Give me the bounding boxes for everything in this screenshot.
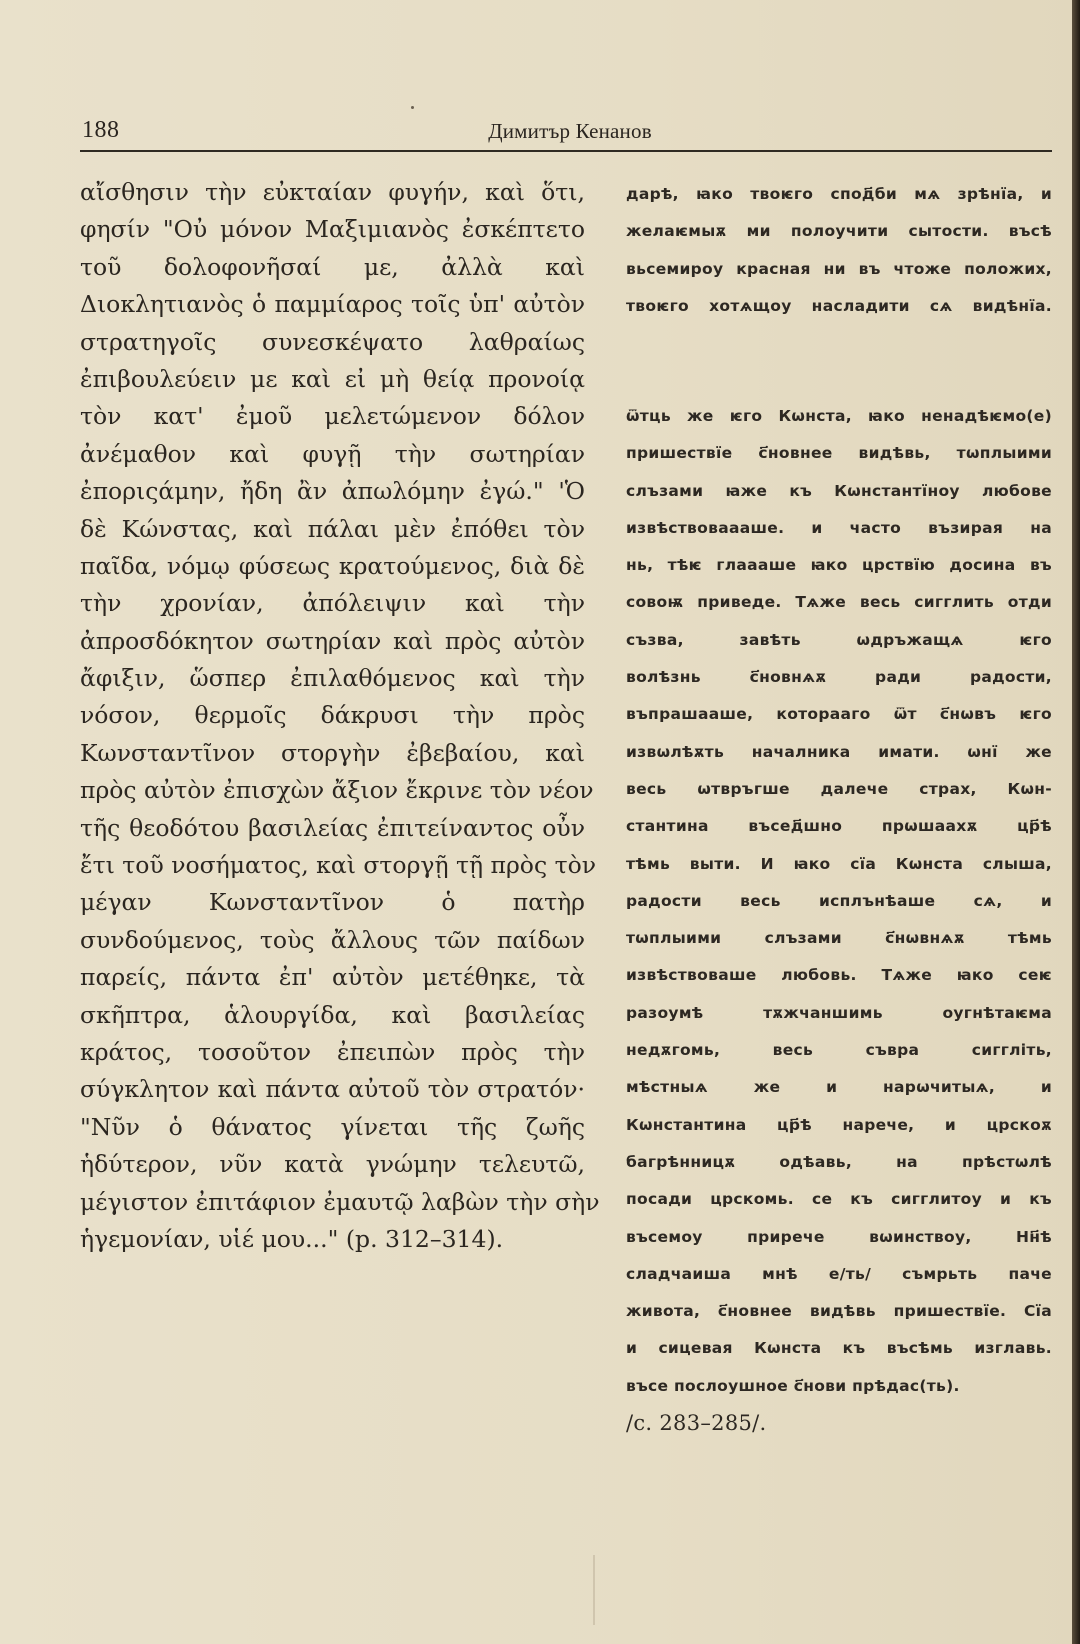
slavonic-line: вьсемироу красная ни въ чтоже положих, bbox=[626, 259, 1052, 278]
greek-line: ἄφιξιν, ὥσπερ ἐπιλαθόμενος καὶ τὴν bbox=[80, 664, 585, 693]
slavonic-line: ѿтць же ѥго Кѡнста, ꙗко ненадѣѥмо(е) bbox=[626, 407, 1052, 425]
slavonic-line: тѡплыими слъзами с҃нѡвнѧѫ тѣмь bbox=[626, 929, 1052, 948]
slavonic-line: извѣствоваааше. и часто възирая на bbox=[626, 518, 1052, 537]
greek-line: τὸν κατ' ἐμοῦ μελετώμενον δόλον bbox=[80, 402, 585, 431]
greek-line: παρείς, πάντα ἐπ' αὐτὸν μετέθηκε, τὰ bbox=[80, 963, 585, 992]
greek-line: ἐπιβουλεύειν με καὶ εἰ μὴ θείᾳ προνοίᾳ bbox=[80, 364, 585, 393]
header-rule bbox=[80, 150, 1052, 152]
slavonic-line: сладчаиша мнѣ е/ть/ съмрьть паче bbox=[626, 1264, 1052, 1283]
slavonic-line: стантина въсед҃шно прѡшаахѫ цр҃ѣ bbox=[626, 817, 1052, 836]
page-number: 188 bbox=[82, 117, 120, 143]
greek-line: στρατηγοῖς συνεσκέψατο λαθραίως bbox=[80, 327, 585, 356]
slavonic-line: пришествїе с҃новнее видѣвь, тѡплыими bbox=[626, 444, 1052, 463]
greek-line: τῆς θεοδότου βασιλείας ἐπιτείναντος οὖν bbox=[80, 813, 585, 842]
slavonic-line: волѣзнь с҃новнѧѫ ради радости, bbox=[626, 668, 1052, 687]
greek-line: μέγιστον ἐπιτάφιον ἐμαυτῷ λαβὼν τὴν σὴν bbox=[80, 1187, 600, 1216]
running-head: Димитър Кенанов bbox=[488, 119, 652, 143]
slavonic-line: багрѣнницѫ одѣавь, на прѣстѡлѣ bbox=[626, 1152, 1052, 1171]
greek-line: τὴν χρονίαν, ἀπόλειψιν καὶ τὴν bbox=[80, 589, 585, 618]
slavonic-line: въсемоу приречe вѡинствоу, Нн҃ѣ bbox=[626, 1227, 1052, 1246]
greek-line: "Νῦν ὁ θάνατος γίνεται τῆς ζωῆς bbox=[80, 1112, 585, 1141]
greek-line: παῖδα, νόμῳ φύσεως κρατούμενος, διὰ δὲ bbox=[80, 551, 585, 580]
slavonic-line: извѣствоваше любовь. Тѧже ꙗко сеѥ bbox=[626, 966, 1052, 985]
paper-mark bbox=[593, 1555, 595, 1625]
slavonic-line: въпрашааше, которааго ѿт с҃нѡвъ ѥго bbox=[626, 705, 1052, 724]
greek-line: ἀνέμαθον καὶ φυγῇ τὴν σωτηρίαν bbox=[80, 439, 585, 468]
slavonic-line: желаѥмыѫ ми полоучити сытости. въсѣ bbox=[626, 222, 1052, 241]
slavonic-line: дарѣ, ꙗко твоѥго спод҃би мѧ зрѣнїа, и bbox=[626, 185, 1052, 203]
slavonic-line: весь ѡтвръгше далече страх, Кѡн- bbox=[626, 779, 1052, 798]
greek-line: τοῦ δολοφονῆσαί με, ἀλλὰ καὶ bbox=[80, 252, 585, 281]
slavonic-line: мѣстныѧ же и нарѡчитыѧ, и bbox=[626, 1078, 1052, 1097]
slavonic-column-top bbox=[626, 176, 1052, 325]
slavonic-line: совоѭ приведе. Тѧже весь сигглить отди bbox=[626, 593, 1052, 612]
greek-line: ἡδύτερον, νῦν κατὰ γνώμην τελευτῶ, bbox=[80, 1150, 585, 1179]
greek-column bbox=[80, 174, 600, 1258]
slavonic-line: твоѥго хотѧщоу насладити сѧ видѣнїа. bbox=[626, 296, 1052, 315]
print-speck bbox=[411, 106, 414, 109]
slavonic-line: въсе послоушное с҃нови прѣдас(ть). bbox=[626, 1376, 960, 1395]
greek-line: ἐποριςάμην, ἤδη ἂν ἀπωλόμην ἐγώ." 'Ὁ bbox=[80, 477, 585, 506]
greek-line: ἔτι τοῦ νοσήματος, καὶ στοργῇ τῇ πρὸς τὸν bbox=[80, 851, 597, 880]
greek-line: φησίν "Οὐ μόνον Μαξιμιανὸς ἐσκέπτετο bbox=[80, 215, 585, 244]
slavonic-line: тѣмь выти. И ꙗко сїа Кѡнста слыша, bbox=[626, 854, 1052, 873]
page-reference: /с. 283–285/. bbox=[626, 1411, 767, 1436]
greek-line: κράτος, τοσοῦτον ἐπειπὼν πρὸς τὴν bbox=[80, 1037, 585, 1066]
greek-line: σύγκλητον καὶ πάντα αὐτοῦ τὸν στρατόν· bbox=[80, 1075, 585, 1104]
greek-line: σκῆπτρα, ἁλουργίδα, καὶ βασιλείας bbox=[80, 1000, 585, 1029]
greek-line: μέγαν Κωνσταντῖνον ὁ πατὴρ bbox=[80, 888, 585, 917]
slavonic-line: нь, тѣѥ глаааше ꙗко црствїю досина въ bbox=[626, 556, 1052, 575]
book-spine-edge bbox=[1072, 0, 1080, 1644]
greek-line: Κωνσταντῖνον στοργὴν ἐβεβαίου, καὶ bbox=[80, 738, 585, 767]
greek-line: συνδούμενος, τοὺς ἄλλους τῶν παίδων bbox=[80, 925, 585, 954]
slavonic-line: недѫгомь, весь съвра сиггліть, bbox=[626, 1041, 1052, 1060]
slavonic-line: слъзами ꙗже къ Кѡнстантїноу любове bbox=[626, 481, 1052, 500]
greek-line: αἴσθησιν τὴν εὐκταίαν φυγήν, καὶ ὅτι, bbox=[80, 178, 585, 206]
greek-line: δὲ Κώνστας, καὶ πάλαι μὲν ἐπόθει τὸν bbox=[80, 514, 585, 543]
slavonic-line: посади црскомь. се къ сигглитоу и къ bbox=[626, 1190, 1052, 1209]
greek-line: ἡγεμονίαν, υἱέ μου..." (p. 312–314). bbox=[80, 1224, 504, 1253]
slavonic-line: Кѡнстантина цр҃ѣ наречe, и црскоѫ bbox=[626, 1115, 1052, 1134]
greek-line: Διοκλητιανὸς ὁ παμμίαρος τοῖς ὑπ' αὐτὸν bbox=[80, 290, 585, 319]
slavonic-column-main bbox=[626, 398, 1052, 1442]
slavonic-line: разоумѣ тѫжчаншимь оугнѣтаѥма bbox=[626, 1003, 1052, 1022]
slavonic-line: и сицевая Кѡнста къ въсѣмь изглавь. bbox=[626, 1339, 1052, 1358]
slavonic-line: извѡлѣѫть началника имати. ѡнї же bbox=[626, 742, 1052, 761]
greek-line: πρὸς αὐτὸν ἐπισχὼν ἄξιον ἔκρινε τὸν νέον bbox=[80, 776, 594, 805]
slavonic-line: съзва, завѣть ѡдръжащѧ ѥго bbox=[626, 630, 1052, 649]
slavonic-line: радости весь исплънѣаше сѧ, и bbox=[626, 891, 1052, 910]
slavonic-line: живота, с҃новнее видѣвь пришествїе. Сїа bbox=[626, 1302, 1052, 1321]
greek-line: νόσον, θερμοῖς δάκρυσι τὴν πρὸς bbox=[80, 701, 585, 730]
greek-line: ἀπροσδόκητον σωτηρίαν καὶ πρὸς αὐτὸν bbox=[80, 626, 585, 655]
